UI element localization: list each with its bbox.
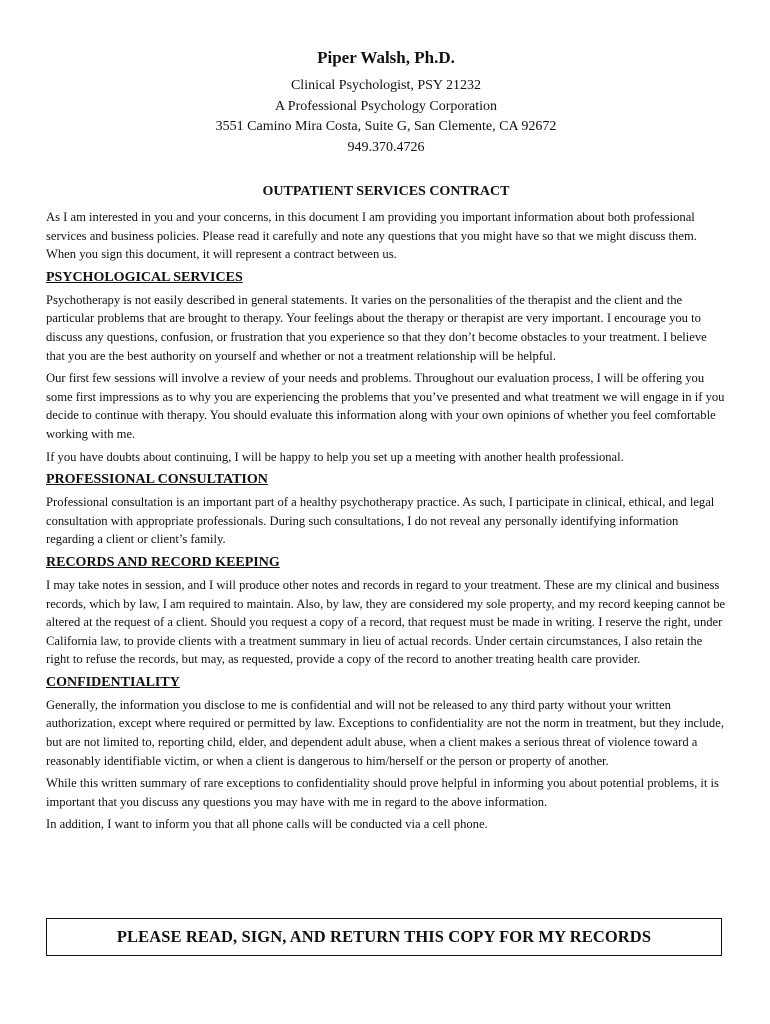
section-psychological-services [46,268,726,466]
office-phone: 949.370.4726 [347,139,425,155]
section-confidentiality [46,673,726,834]
section-heading: PROFESSIONAL CONSULTATION [46,472,268,488]
section-heading: CONFIDENTIALITY [46,674,180,690]
document-title: OUTPATIENT SERVICES CONTRACT [262,184,510,199]
section-paragraph: Generally, the information you disclose to me is confidential and will not be released to any third party without your written authorization, except where required or permitted by law. Exceptions to confidentiality are not the norm in treatment, but they include, but are not limited to, reporting child, elder, and dependent adult abuse, when a client makes a serious threat of violence toward a reasonably identifiable victim, or when a client is dangerous to him/herself or the person or property of another. [46,697,724,768]
section-heading: PSYCHOLOGICAL SERVICES [46,269,243,285]
section-professional-consultation [46,470,726,549]
section-paragraph: If you have doubts about continuing, I will be happy to help you set up a meeting with another health professional. [46,449,624,464]
section-paragraph: Psychotherapy is not easily described in general statements. It varies on the personalities of the therapist and the client and the particular problems that are brought to therapy. Your feelings about the therapy or therapist are very important. I encourage you to discuss any questions, confusion, or frustration that you experience so that they don’t become obstacles to your treatment. I believe that you are the best authority on yourself and whether or not a treatment relationship will be helpful. [46,292,707,363]
letterhead [46,46,726,158]
section-paragraph: Professional consultation is an important part of a healthy psychotherapy practice. As such, I participate in clinical, ethical, and legal consultation with appropriate professionals. During such consultations, I do not reveal any personally identifying information regarding a client or client’s family. [46,495,715,547]
section-heading: RECORDS AND RECORD KEEPING [46,554,280,570]
practitioner-title: Clinical Psychologist, PSY 21232 [290,78,482,93]
corporation-name: A Professional Psychology Corporation [274,98,498,114]
intro-paragraph: As I am interested in you and your concerns, in this document I am providing you important information about both professional services and business policies. Please read it carefully and note any questions that you might have so that we might discuss them. When you sign this document, it will represent a contract between us. [46,210,697,262]
document-page [46,46,726,838]
section-paragraph: I may take notes in session, and I will produce other notes and records in regard to your treatment. These are my clinical and business records, which by law, I am required to maintain. Also, by law, they are considered my sole property, and my record keeping cannot be altered at the request of a client. Should you request a copy of a record, that request must be made in writing. I reserve the right, under California law, to provide clients with a treatment summary in lieu of actual records. Under certain circumstances, I also retain the right to refuse the records, but may, as requested, provide a copy of the record to another treating health care provider. [46,577,726,667]
section-paragraph: In addition, I want to inform you that all phone calls will be conducted via a cell phone. [46,817,488,832]
return-notice-text: PLEASE READ, SIGN, AND RETURN THIS COPY FOR MY RECORDS [116,927,652,946]
section-paragraph: While this written summary of rare exceptions to confidentiality should prove helpful in informing you about potential problems, it is important that you discuss any questions you may have with me in regard to the above information. [46,776,719,809]
return-notice-box [46,918,722,956]
practitioner-name: Piper Walsh, Ph.D. [317,48,455,67]
section-paragraph: Our first few sessions will involve a review of your needs and problems. Throughout our evaluation process, I will be offering you some first impressions as to why you are experiencing the problems that you’ve presented and what treatment we will engage in if you decide to continue with therapy. You should evaluate this information along with your own opinions of whether you feel comfortable working with me. [46,371,725,441]
office-address: 3551 Camino Mira Costa, Suite G, San Clemente, CA 92672 [215,119,557,134]
section-records-and-record-keeping [46,553,726,669]
